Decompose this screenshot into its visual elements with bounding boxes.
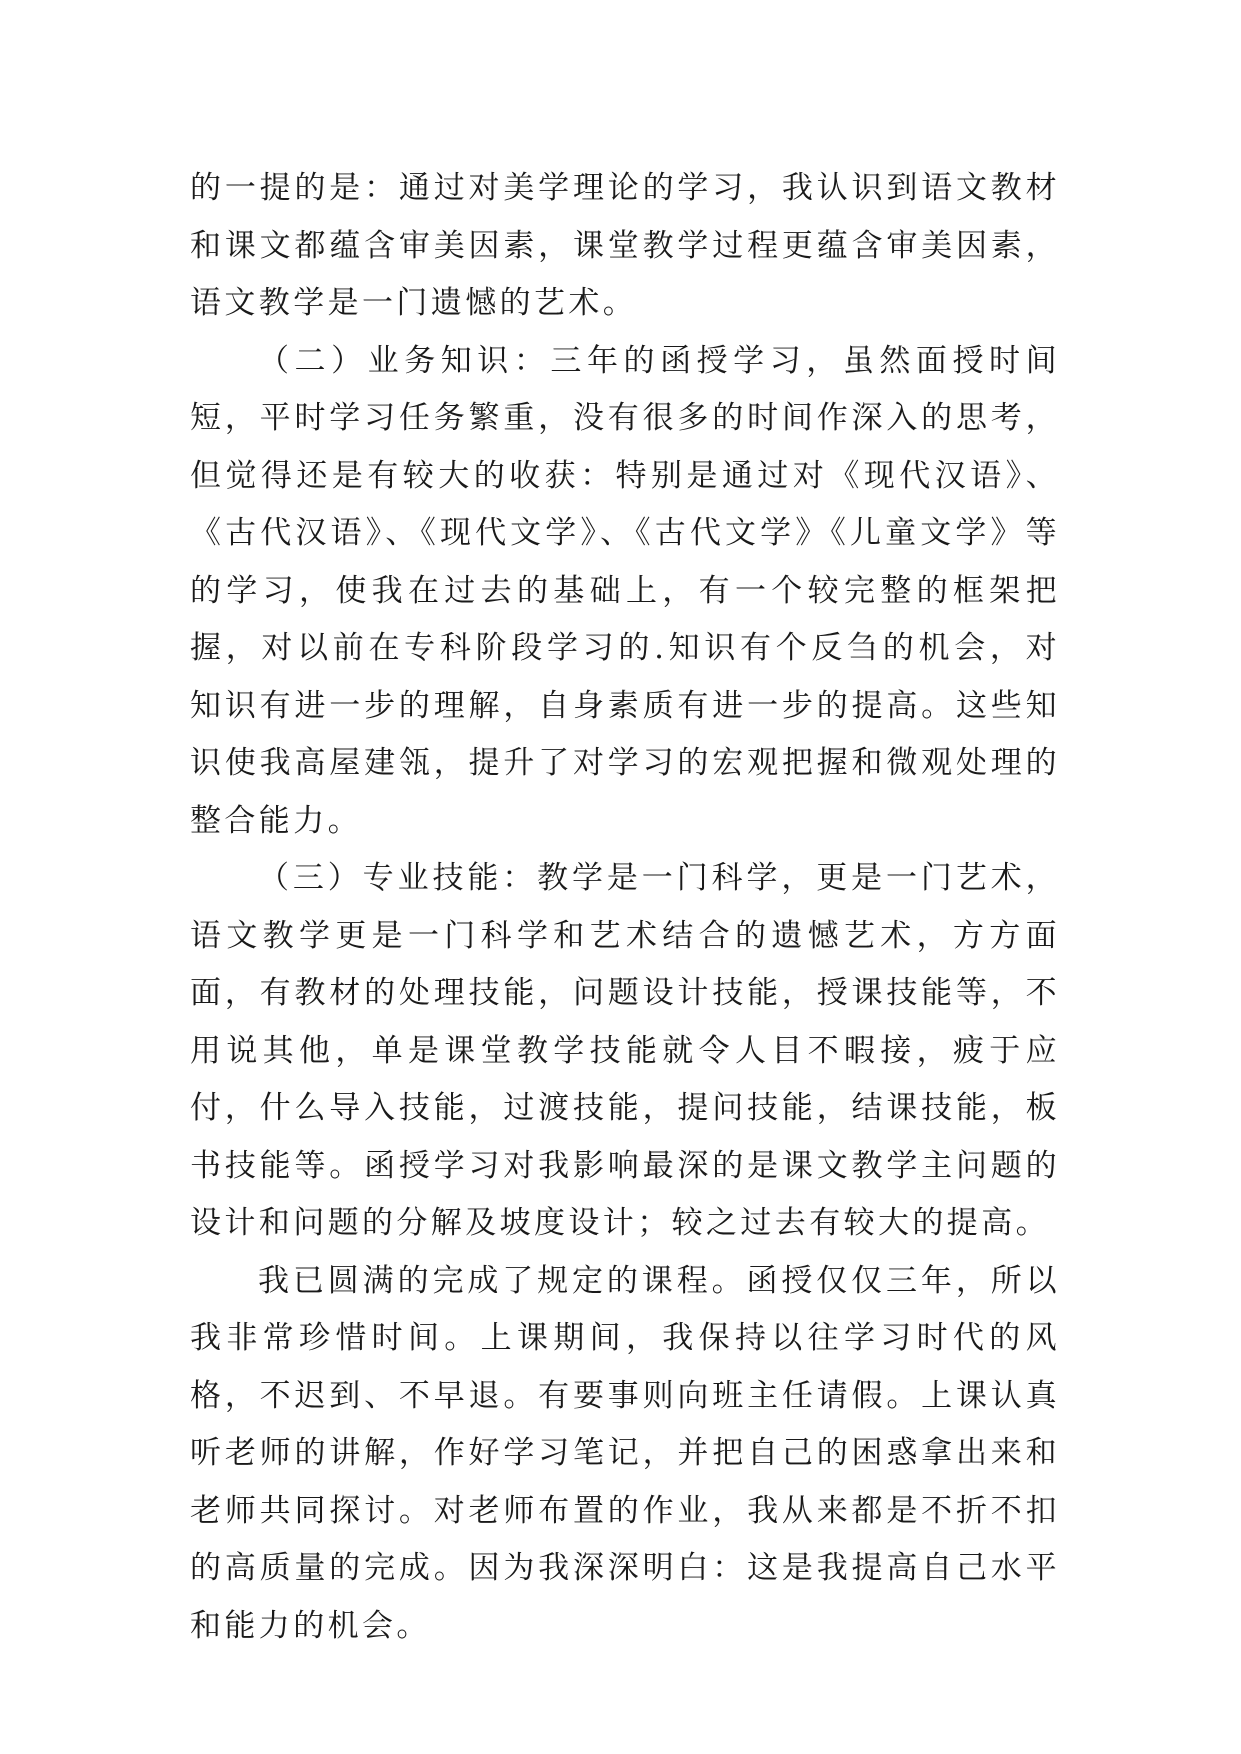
document-body bbox=[190, 160, 1060, 1655]
paragraph-course-completion: 我已圆满的完成了规定的课程。函授仅仅三年，所以我非常珍惜时间。上课期间，我保持以往学习时代的风格，不迟到、不早退。有要事则向班主任请假。上课认真听老师的讲解，作好学习笔记，并把自己的困惑拿出来和老师共同探讨。对老师布置的作业，我从来都是不折不扣的高质量的完成。因为我深深明白：这是我提高自己水平和能力的机会。 bbox=[190, 1262, 1060, 1644]
paragraph-business-knowledge: （二）业务知识：三年的函授学习，虽然面授时间短，平时学习任务繁重，没有很多的时间作深入的思考，但觉得还是有较大的收获：特别是通过对《现代汉语》、《古代汉语》、《现代文学》、《古代文学》《儿童文学》等的学习，使我在过去的基础上，有一个较完整的框架把握，对以前在专科阶段学习的.知识有个反刍的机会，对知识有进一步的理解，自身素质有进一步的提高。这些知识使我高屋建瓴，提升了对学习的宏观把握和微观处理的整合能力。 bbox=[190, 342, 1060, 839]
paragraph-professional-skills: （三）专业技能：教学是一门科学，更是一门艺术，语文教学更是一门科学和艺术结合的遗憾艺术，方方面面，有教材的处理技能，问题设计技能，授课技能等，不用说其他，单是课堂教学技能就令人目不暇接，疲于应付，什么导入技能，过渡技能，提问技能，结课技能，板书技能等。函授学习对我影响最深的是课文教学主问题的设计和问题的分解及坡度设计；较之过去有较大的提高。 bbox=[190, 860, 1060, 1241]
paragraph-continuation: 的一提的是：通过对美学理论的学习，我认识到语文教材和课文都蕴含审美因素，课堂教学过程更蕴含审美因素，语文教学是一门遗憾的艺术。 bbox=[190, 170, 1060, 321]
